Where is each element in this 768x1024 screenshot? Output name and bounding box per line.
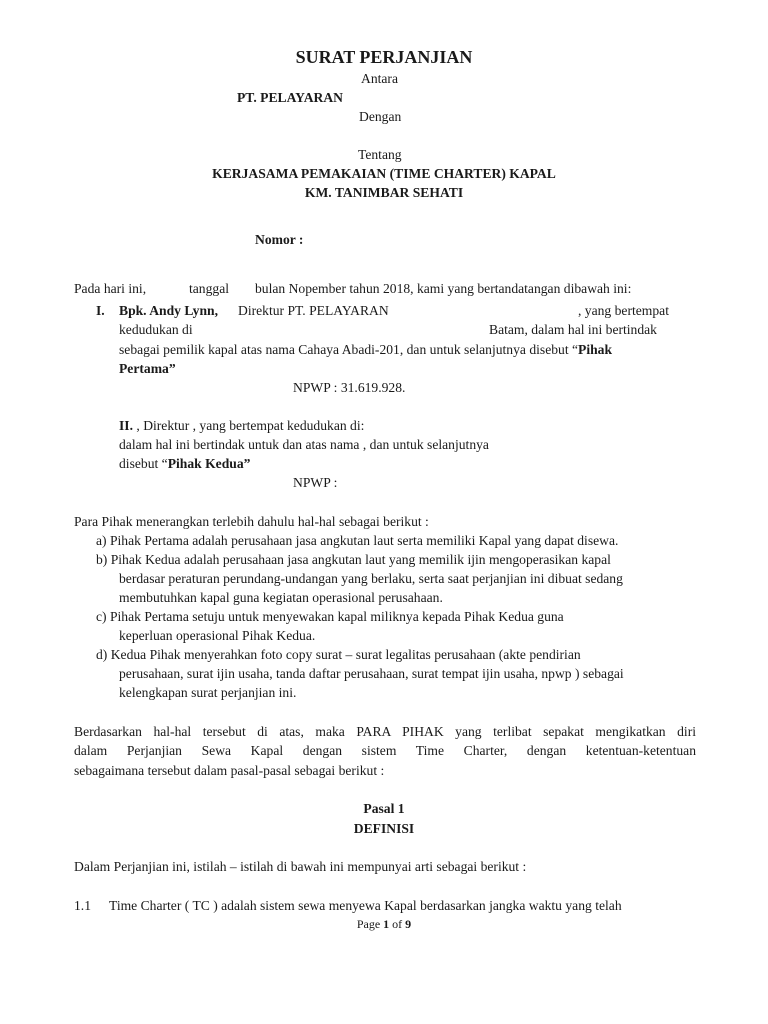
item-1-1-number: 1.1 bbox=[74, 898, 91, 913]
document-title: SURAT PERJANJIAN bbox=[295, 47, 473, 67]
second-party-number: II. bbox=[119, 418, 133, 433]
subject-line-2: KM. TANIMBAR SEHATI bbox=[304, 185, 464, 200]
recital-b-line-1: b) Pihak Kedua adalah perusahaan jasa angkutan laut yang memilik ijin mengoperasikan kapal bbox=[96, 552, 611, 567]
second-party-line-2: dalam hal ini bertindak untuk dan atas nama , dan untuk selanjutnya bbox=[119, 437, 489, 452]
first-party-name: Bpk. Andy Lynn, bbox=[119, 303, 218, 318]
antara-label: Antara bbox=[361, 71, 398, 86]
recital-d-line-2: perusahaan, surat ijin usaha, tanda daftar perusahaan, surat tempat ijin usaha, npwp ) sebagai bbox=[119, 666, 624, 681]
first-party-domicile-label: kedudukan di bbox=[119, 322, 193, 337]
recital-d-line-1: d) Kedua Pihak menyerahkan foto copy surat – surat legalitas perusahaan (akte pendirian bbox=[96, 647, 581, 662]
page-total: 9 bbox=[405, 917, 412, 931]
page-footer bbox=[0, 918, 768, 931]
agreement-line-1: Berdasarkan hal-hal tersebut di atas, maka PARA PIHAK yang terlibat sepakat mengikatkan diri bbox=[74, 724, 696, 739]
second-party-npwp: NPWP : bbox=[293, 475, 338, 490]
first-party-designation: Pihak bbox=[578, 342, 613, 357]
first-party-line-4: Pertama” bbox=[119, 361, 176, 376]
article-heading: Pasal 1 bbox=[363, 801, 405, 816]
first-party-role: Direktur PT. PELAYARAN bbox=[238, 303, 389, 318]
recital-b-line-2: berdasar peraturan perundang-undangan yang berlaku, serta saat perjanjian ini dibuat sedang bbox=[119, 571, 623, 586]
tentang-label: Tentang bbox=[358, 147, 402, 162]
recital-a-line-1: a) Pihak Pertama adalah perusahaan jasa angkutan laut serta memiliki Kapal yang dapat disewa. bbox=[96, 533, 619, 548]
first-party-domicile: Batam, dalam hal ini bertindak bbox=[489, 322, 657, 337]
definition-intro: Dalam Perjanjian ini, istilah – istilah di bawah ini mempunyai arti sebagai berikut : bbox=[74, 859, 527, 874]
second-party-line-3-text: disebut “ bbox=[119, 456, 168, 471]
of-label: of bbox=[392, 917, 403, 931]
first-party-tail: , yang bertempat bbox=[578, 303, 669, 318]
first-party-line-3-text: sebagai pemilik kapal atas nama Cahaya Abadi-201, dan untuk selanjutnya disebut “ bbox=[119, 342, 579, 357]
agreement-line-2: dalam Perjanjian Sewa Kapal dengan sistem Time Charter, dengan ketentuan-ketentuan bbox=[74, 743, 696, 758]
article-title: DEFINISI bbox=[353, 821, 415, 836]
nomor-label: Nomor : bbox=[255, 232, 304, 247]
recital-b-line-3: membutuhkan kapal guna kegiatan operasional perusahaan. bbox=[119, 590, 443, 605]
opening-part-a: Pada hari ini, bbox=[74, 281, 147, 296]
first-party-npwp: NPWP : 31.619.928. bbox=[293, 380, 406, 395]
party1-name: PT. PELAYARAN bbox=[237, 90, 344, 105]
second-party-line-3 bbox=[119, 457, 250, 472]
opening-part-b: tanggal bbox=[189, 281, 230, 296]
opening-part-c: bulan Nopember tahun 2018, kami yang bertandatangan dibawah ini: bbox=[255, 281, 632, 296]
second-party-designation: Pihak Kedua” bbox=[167, 456, 251, 471]
first-party-line-3 bbox=[119, 343, 612, 358]
recital-c-line-1: c) Pihak Pertama setuju untuk menyewakan kapal miliknya kepada Pihak Kedua guna bbox=[96, 609, 564, 624]
second-party-line-1-text: , Direktur , yang bertempat kedudukan di: bbox=[136, 418, 365, 433]
second-party-line-1 bbox=[119, 419, 364, 434]
dengan-label: Dengan bbox=[359, 109, 402, 124]
recital-d-line-3: kelengkapan surat perjanjian ini. bbox=[119, 685, 297, 700]
first-party-number: I. bbox=[96, 303, 105, 318]
subject-line-1: KERJASAMA PEMAKAIAN (TIME CHARTER) KAPAL bbox=[212, 166, 556, 181]
recital-c-line-2: keperluan operasional Pihak Kedua. bbox=[119, 628, 316, 643]
recital-intro: Para Pihak menerangkan terlebih dahulu hal-hal sebagai berikut : bbox=[74, 514, 429, 529]
item-1-1-text: Time Charter ( TC ) adalah sistem sewa menyewa Kapal berdasarkan jangka waktu yang telah bbox=[109, 898, 622, 913]
agreement-line-3: sebagaimana tersebut dalam pasal-pasal sebagai berikut : bbox=[74, 763, 385, 778]
page-number: 1 bbox=[383, 917, 390, 931]
page-label: Page bbox=[356, 917, 381, 931]
